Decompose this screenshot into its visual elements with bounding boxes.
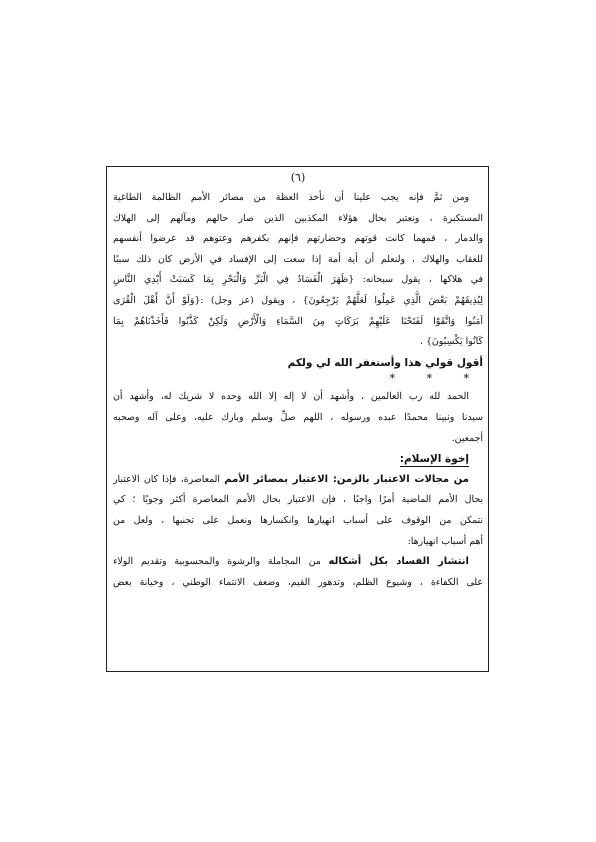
text-line: المستكبرة ، ونعتبر بحال هؤلاء المكذبين الذين صار حالهم ومآلهم إلى الهلاك (113, 212, 483, 224)
closing-phrase: أقول قولي هذا وأستغفر الله لي ولكم (287, 356, 483, 369)
text-line: على الكفاءة ، وشيوع الظلم، وتدهور القيم، وضعف الانتماء الوطني ، وخيانة بعض (113, 576, 483, 588)
bold-lead: انتشار الفساد بكل أشكاله (328, 556, 469, 568)
page-number: (٦) (290, 171, 306, 184)
section-heading (113, 449, 483, 470)
quran-verse-line: لِيُذِيقَهُمْ بَعْضَ الَّذِي عَمِلُوا لَعَلَّهُمْ يَرْجِعُونَ} ، ويقول (عز وجل) :{وَلَوْ أَنَّ أَهْلَ الْقُرَى (113, 294, 483, 306)
text-line: أجمعين. (451, 432, 483, 444)
bold-lead: من مجالات الاعتبار بالزمن: الاعتبار بمصائر الأمم (224, 473, 469, 485)
text-line (113, 552, 483, 573)
text-line: أهم أسباب انهيارها: (407, 535, 483, 547)
text-line: سيدنا ونبينا محمدًا عبده ورسوله ، اللهم صلِّ وسلم وبارك عليه، وعلى آله وصحبه (113, 411, 483, 423)
separator-stars: * * * (389, 372, 483, 386)
text-line: والدمار ، فمهما كانت قوتهم وحضارتهم فإنهم بكفرهم وعتوهم قد عرضوا أنفسهم (113, 233, 483, 245)
quran-verse-line: في هلاكها ، يقول سبحانه: {ظَهَرَ الْفَسَادُ فِي الْبَرِّ وَالْبَحْرِ بِمَا كَسَبَتْ أَيْدِي النَّاسِ (113, 274, 483, 286)
text-line: الحمد لله رب العالمين ، وأشهد أن لا إله إلا الله وحده لا شريك له، وأشهد أن (113, 391, 469, 403)
text-line: نتمكن من الوقوف على أسباب انهيارها وانكسارها ونعمل على تجنبها ، ولعل من (113, 514, 483, 526)
quran-verse-line: آمَنُوا وَاتَّقَوْا لَفَتَحْنَا عَلَيْهِمْ بَرَكَاتٍ مِنَ السَّمَاءِ وَالْأَرْضِ وَلَكِنْ كَذَّبُوا فَأَخَذْنَاهُمْ بِمَا (113, 315, 483, 327)
text-run: من المجاملة والرشوة والمحسوبية وتقديم الولاء (113, 556, 329, 568)
page-content (113, 188, 483, 593)
text-run: المعاصرة، فإذا كان الاعتبار (113, 473, 225, 485)
text-line: للعقاب والهلاك ، ولنعلم أن أية أمة إذا سعت إلى الإفساد في الأرض كان ذلك سببًا (113, 253, 483, 265)
section-heading-text: إخوة الإسلام: (399, 453, 469, 466)
quran-verse-line: كَانُوا يَكْسِبُونَ} . (420, 336, 483, 348)
text-line: بحال الأمم الماضية أمرًا واجبًا ، فإن الاعتبار بحال الأمم المعاصرة أكثر وجوبًا ؛ كي (113, 494, 483, 506)
text-line: ومن ثمَّ فإنه يجب علينا أن نأخذ العظة من مصائر الأمم الظالمة الطاغية (113, 192, 469, 203)
text-line (113, 470, 483, 491)
